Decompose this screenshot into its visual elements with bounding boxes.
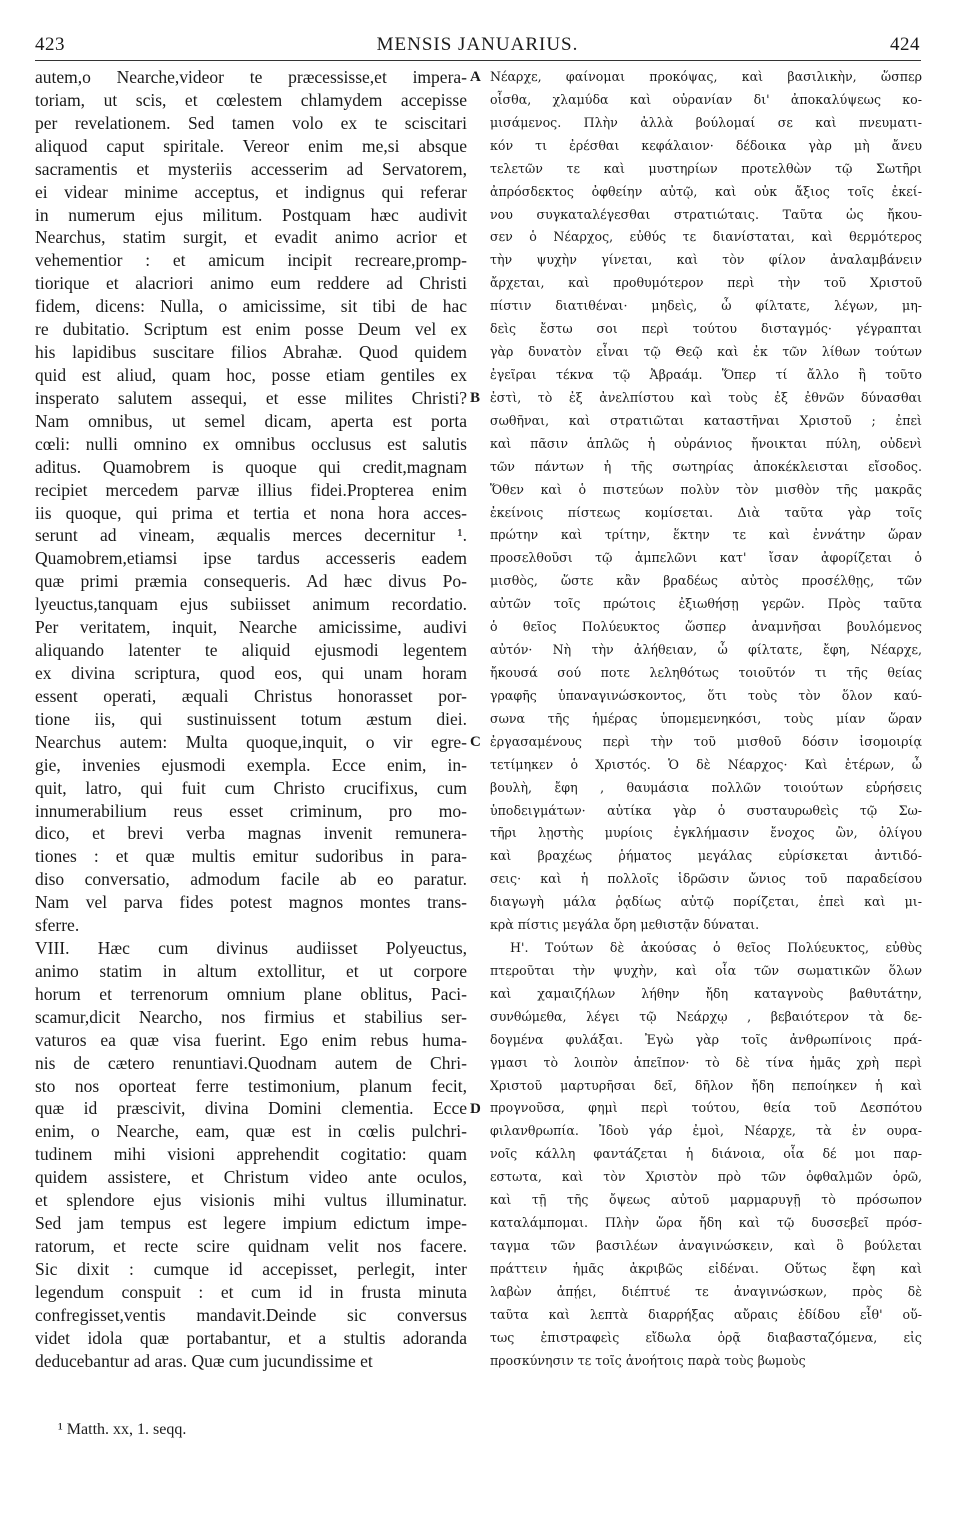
- text-line: confregisset,ventis mandavit.Deinde sic conversus: [35, 1304, 467, 1325]
- text-line: Nearchus, statim surgit, et evadit animo acrior et: [35, 227, 467, 248]
- text-line: ἐγεῖραι τέκνα τῷ Ἀβραάμ. Ὅπερ τί ἄλλο ἢ τοῦτο: [490, 366, 922, 382]
- text-line: καὶ τῇ τῆς ὄψεως αὐτοῦ μαρμαρυγῇ τὸ πρόσωπον: [490, 1192, 922, 1208]
- text-line: insperato salutem assequi, et esse milites Christi?: [35, 387, 467, 408]
- section-marker-c: C: [470, 734, 481, 750]
- text-line: sto nos oporteat ferre testimonium, planum fecit,: [35, 1075, 467, 1096]
- text-line: quit, latro, qui fuit cum Christo crucifixus, cum: [35, 777, 467, 798]
- text-line: μισάμενος. Πλὴν ἀλλὰ βούλομαί σε καὶ πνευματι-: [490, 114, 922, 130]
- text-line: τὴν ψυχὴν γίνεται, καὶ τὸν φίλον ἀναλαμβάνειν: [490, 252, 922, 268]
- text-line: αὐτῶν τοῖς πρώτοις ἐξιωθήσῃ γερῶν. Πρὸς ταῦτα: [490, 596, 922, 612]
- text-line: καταλάμπομαι. Πλὴν ὥρα ἤδη καὶ τῷ δυσσεβεῖ πρόσ-: [490, 1215, 922, 1231]
- text-line: quæ primi præmia consequeris. Ad hæc divus Po-: [35, 571, 467, 592]
- text-line: σωθῆναι, καὶ στρατιῶται καταστῆναι Χριστοῦ ; ἐπεὶ: [490, 412, 922, 428]
- text-line: Sed jam tempus est legere impium edictum impe-: [35, 1213, 467, 1234]
- text-line: γραφῆς ὑπαναγινώσκοντος, ὅτι τοὺς τὸν ὅλον καύ-: [490, 687, 922, 703]
- text-line: essent operati, æquali Christus honorasset por-: [35, 685, 467, 706]
- text-line: τῶν πάντων ἡ τῆς σωτηρίας ἀποκέκλεισται εἴσοδος.: [490, 458, 922, 474]
- text-line: videt idola quæ portabantur, et a stultis adoranda: [35, 1327, 467, 1348]
- text-line: καὶ πᾶσιν ἁπλῶς ἡ οὐράνιος ἤνοικται πύλη, οὐδενὶ: [490, 435, 922, 451]
- text-line: recipiet mercedem parvæ illius fidei.Propterea enim: [35, 479, 467, 500]
- text-line: συνθώμεθα, λέγει τῷ Νεάρχῳ , βεβαιότερον τὰ δε-: [490, 1008, 922, 1024]
- text-line: τῆρι λῃστὴς μυρίοις ἐγκλήμασιν ἔνοχος ὢν, ὀλίγου: [490, 825, 922, 841]
- text-line: σωνα τῆς ἡμέρας ὑπομεμενηκόσι, τοὺς μίαν ὥραν: [490, 710, 922, 726]
- text-line: sferre.: [35, 915, 80, 936]
- text-line: diso conversatio, admodum facile ab eo paratur.: [35, 869, 467, 890]
- text-line: re dubitatio. Scriptum est enim posse Deum vel ex: [35, 319, 467, 340]
- text-line: αὐτόν· Νὴ τὴν ἀλήθειαν, ὦ φίλτατε, ἔφη, Νέαρχε,: [490, 642, 922, 658]
- section-marker-b: B: [470, 390, 481, 406]
- text-line: quidem assistere, et Christum video ante oculos,: [35, 1167, 467, 1188]
- text-line: fidem, dicens: Nulla, o amicissime, sit tibi de hac: [35, 296, 467, 317]
- text-line: Quamobrem,etiamsi ipse tardus accesseris eadem: [35, 548, 467, 569]
- text-line: ἐστὶ, τὸ ἐξ ἀνελπίστου καὶ τοὺς ἐξ ἐθνῶν δύνασθαι: [490, 389, 922, 405]
- text-line: τελετῶν τε καὶ μυστηρίων προτελθὼν τῷ Σωτῆρι: [490, 160, 922, 176]
- text-line: ei videar minime acceptus, et indignus qui referar: [35, 181, 467, 202]
- text-line: gie, invenies ejusmodi exempla. Ecce enim, in-: [35, 754, 467, 775]
- text-line: σεις· καὶ ἡ πολλοῖς ἱδρῶσιν ὤνιος τοῦ παραδείσου: [490, 871, 922, 887]
- text-line: πτεροῦται τὴν ψυχὴν, καὶ οἷα τῶν σωματικῶν ὅλων: [490, 962, 922, 978]
- text-line: aliquando latenter te aliquid ejusmodi legentem: [35, 640, 467, 661]
- text-line: ἐκείνοις πίστεως κομίσεται. Διὰ ταῦτα γὰρ τοῖς: [490, 504, 922, 520]
- text-line: δογμένα φυλάξαι. Ἐγὼ γὰρ τοῖς ἀνθρωπίνοις πρά-: [490, 1031, 922, 1047]
- text-line: VIII. Hæc cum divinus audiisset Polyeuctus,: [35, 938, 467, 959]
- text-line: enim, o Nearche, eam, quæ est in cœlis pulchri-: [35, 1121, 467, 1142]
- text-line: deducebantur ad aras. Quæ cum jucundissime et: [35, 1350, 373, 1371]
- text-line: per revelationem. Sed tamen volo ex te sciscitari: [35, 112, 467, 133]
- text-line: ταῦτα καὶ λεπτὰ διαρρήξας αὔραις ἐδίδου εἶθ' οὕ-: [490, 1306, 922, 1322]
- text-line: καὶ βραχέως ῥήματος μεγάλας εὑρίσκεται ἀντιδό-: [490, 848, 922, 864]
- text-line: βουλὴ, ἔφη , θαυμάσια πολλῶν τοιούτων εὑρήσεις: [490, 779, 922, 795]
- text-line: tione iis, qui sustinuissent totum æstum diei.: [35, 708, 467, 729]
- text-line: ἐργασαμένους περὶ τὴν τοῦ μισθοῦ δόσιν ἰσομοιρίᾳ: [490, 733, 922, 749]
- running-title: MENSIS JANUARIUS.: [376, 34, 579, 55]
- text-line: μισθὸς, ὥστε κἂν βραδέως αὐτὸς προσέλθῃς, τῶν: [490, 573, 922, 589]
- text-line: nis de cætero renuntiavi.Quodnam autem de Chri-: [35, 1052, 467, 1073]
- text-line: Nam omnibus, ut semel dicam, aperta est porta: [35, 410, 467, 431]
- text-line: κρὰ πίστις μεγάλα ὄρη μεθιστᾷν δύναται.: [490, 917, 760, 933]
- text-line: πρώτην καὶ τρίτην, ἕκτην τε καὶ ἐννάτην ὥραν: [490, 527, 922, 543]
- page-number-right: 424: [890, 34, 920, 55]
- text-line: et splendore ejus visionis mihi vultus illuminatur.: [35, 1190, 467, 1211]
- text-line: animo statim in altum extollitur, et ut corpore: [35, 960, 467, 981]
- text-line: tiorique et alacriori animo eum reddere ad Christi: [35, 273, 467, 294]
- text-line: tiones : et quæ multis emitur sudoribus in para-: [35, 846, 467, 867]
- text-line: καὶ χαμαιζήλων λήθην ἤδη καταγνοὺς βαθυτάτην,: [490, 985, 922, 1001]
- text-line: γμασι τὸ λοιπὸν ἀπεῖπον· τὸ δὲ τίνα ἡμᾶς χρὴ περὶ: [490, 1054, 922, 1070]
- text-line: sacramentis et mysteriis accesserim ad Servatorem,: [35, 158, 467, 179]
- text-line: quid est aliud, quam hoc, posse etiam gentiles ex: [35, 364, 467, 385]
- text-line: σεν ὁ Νέαρχος, εὐθύς τε διανίσταται, καὶ θερμότερος: [490, 229, 922, 245]
- text-line: ἄρχεται, καὶ προθυμότερον περὶ τὴν τοῦ Χριστοῦ: [490, 275, 922, 291]
- text-line: vaturos ea quæ visa fuerint. Ego enim rebus huma-: [35, 1029, 467, 1050]
- text-line: Χριστοῦ μαρτυρῆσαι δεῖ, δῆλον ἤδη πεποίηκεν ἡ καὶ: [490, 1077, 922, 1093]
- text-line: ταγμα τῶν βασιλέων ἀναγινώσκειν, καὶ ὃ βούλεται: [490, 1238, 922, 1254]
- text-line: aliquod caput spiritale. Vereor enim me,si absque: [35, 135, 467, 156]
- text-line: ἤκουσά σού ποτε λεληθότως τοιοῦτόν τι τῆς θείας: [490, 664, 922, 680]
- footnote: ¹ Matth. xx, 1. seqq.: [58, 1421, 187, 1438]
- text-line: his lapidibus suscitare filios Abrahæ. Quod quidem: [35, 342, 467, 363]
- text-line: προγνοῦσα, φημὶ περὶ τούτου, θεία τοῦ Δεσπότου: [490, 1100, 922, 1116]
- text-line: quæ id præscivit, divina Domini clementia. Ecce: [35, 1098, 467, 1119]
- text-line: ex divina scriptura, quod eos, qui unam horam: [35, 662, 467, 683]
- text-line: dico, et brevi verba magnas invenit remunera-: [35, 823, 467, 844]
- text-line: vehementior : et amicum incipit recreare,promp-: [35, 250, 467, 271]
- text-line: προσελθοῦσι τῷ ἀμπελῶνι κατ' ἴσαν ἀφορίζεται ὁ: [490, 550, 922, 566]
- text-line: γὰρ δυνατὸν εἶναι τῷ Θεῷ καὶ ἐκ τῶν λίθων τούτων: [490, 344, 922, 360]
- text-line: toriam, ut scis, et cœlestem chlamydem accepisse: [35, 89, 467, 110]
- text-line: ὑποδειγμάτων· αὐτίκα γὰρ ὁ συσταυρωθεὶς τῷ Σω-: [490, 802, 922, 818]
- text-line: Η'. Τούτων δὲ ἀκούσας ὁ θεῖος Πολύευκτος, εὐθὺς: [510, 940, 922, 956]
- text-line: Sic dixit : cumque id accepisset, perlegit, inter: [35, 1258, 467, 1279]
- text-line: tudinem mihi visioni apprehendit cogitatio: quam: [35, 1144, 467, 1165]
- text-line: autem,o Nearche,videor te præcessisse,et impera-: [35, 67, 467, 87]
- text-line: Per veritatem, inquit, Nearche amicissime, audivi: [35, 617, 467, 638]
- text-line: in numerum ejus militum. Postquam hæc audivit: [35, 204, 467, 225]
- text-line: νου συγκαταλέγεσθαι στρατιώταις. Ταῦτα ὡς ἤκου-: [490, 206, 922, 222]
- text-line: διαγωγὴ μάλα ῥᾳδίως αὐτῷ πορίζεται, ἐπεὶ καὶ μι-: [490, 894, 922, 910]
- text-line: Νέαρχε, φαίνομαι προκόψας, καὶ βασιλικὴν, ὥσπερ: [490, 69, 922, 84]
- text-line: scamur,dicit Nearcho, nos firmius et stabilius ser-: [35, 1006, 467, 1027]
- text-line: προσκύνησιν τε τοῖς ἀνοήτοις παρὰ τοὺς βωμοὺς: [490, 1352, 806, 1368]
- text-line: εστωτα, καὶ τὸν Χριστὸν πρὸ τῶν ὀφθαλμῶν ὁρῶ,: [490, 1169, 922, 1185]
- text-line: lyeuctus,tanquam ejus subiisset animum recordatio.: [35, 594, 467, 615]
- text-line: λαβὼν ἀπῄει, διέπτυέ τε ἀναγινώσκων, πρὸς δὲ: [490, 1283, 922, 1299]
- text-line: οἶσθα, χλαμύδα καὶ οὐρανίαν δι' ἀποκαλύψεως κο-: [490, 91, 922, 107]
- text-line: aditus. Quamobrem is quoque qui credit,magnam: [35, 456, 467, 477]
- greek-column: [490, 66, 922, 1373]
- text-line: τως ἐπιστραφεὶς εἴδωλα ὁρᾷ διαβασταζόμενα, εἰς: [490, 1329, 922, 1345]
- text-line: horum et terrenorum omnium plane oblitus, Paci-: [35, 983, 467, 1004]
- text-line: innumerabilium reus esset criminum, pro mo-: [35, 800, 467, 821]
- text-line: δεὶς ἔστω σοι περὶ τούτου δισταγμός· γέγραπται: [490, 321, 922, 337]
- text-line: νοῖς κάλλη φαντάζεται ἡ διάνοια, οἷα δέ μοι παρ-: [490, 1146, 922, 1162]
- text-line: ὁ θεῖος Πολύευκτος ὥσπερ ἀναμνῆσαι βουλόμενος: [490, 619, 922, 635]
- text-line: πίστιν διατιθέναι· μηδεὶς, ὦ φίλτατε, λέγων, μη-: [490, 298, 922, 314]
- text-line: πράττειν ἡμᾶς ἀκριβῶς εἰδέναι. Οὕτως ἔφη καὶ: [490, 1260, 922, 1276]
- text-line: τετίμηκεν ὁ Χριστός. Ὁ δὲ Νέαρχος· Καὶ ἑτέρων, ὦ: [490, 756, 922, 772]
- latin-column: [35, 66, 467, 1373]
- text-line: Nearchus autem: Multa quoque,inquit, o vir egre-: [35, 731, 467, 752]
- text-line: cœli: nulli omnino ex omnibus occlusus est salutis: [35, 433, 467, 454]
- header-rule: [35, 60, 921, 61]
- text-line: ratorum, et recte scire quidnam velit nos facere.: [35, 1236, 467, 1257]
- text-line: Ὅθεν καὶ ὁ πιστεύων πολὺν τὸν μισθὸν τῆς μακρᾶς: [490, 481, 922, 497]
- text-line: legendum conspuit : et cum id in frusta minuta: [35, 1281, 467, 1302]
- section-marker-d: D: [470, 1101, 481, 1117]
- section-marker-a: A: [470, 69, 481, 85]
- text-line: κόν τι ἐρέσθαι κεφάλαιον· δέδοικα γὰρ μὴ ἄνευ: [490, 137, 922, 153]
- page-number-left: 423: [35, 34, 65, 55]
- text-line: φιλανθρωπία. Ἰδοὺ γάρ ἐμοὶ, Νέαρχε, τὰ ἐν ουρα-: [490, 1123, 922, 1139]
- text-line: Nam vel parva fides potest magnos montes trans-: [35, 892, 467, 913]
- text-line: ἀπρόσδεκτος ὀφθείην αὐτῷ, καὶ οὐκ ἄξιος τοῖς ἐκεί-: [490, 183, 922, 199]
- text-line: serunt ad vineam, æqualis merces decernitur ¹.: [35, 525, 467, 546]
- text-line: iis quoque, qui prima et tertia et nona hora acces-: [35, 502, 467, 523]
